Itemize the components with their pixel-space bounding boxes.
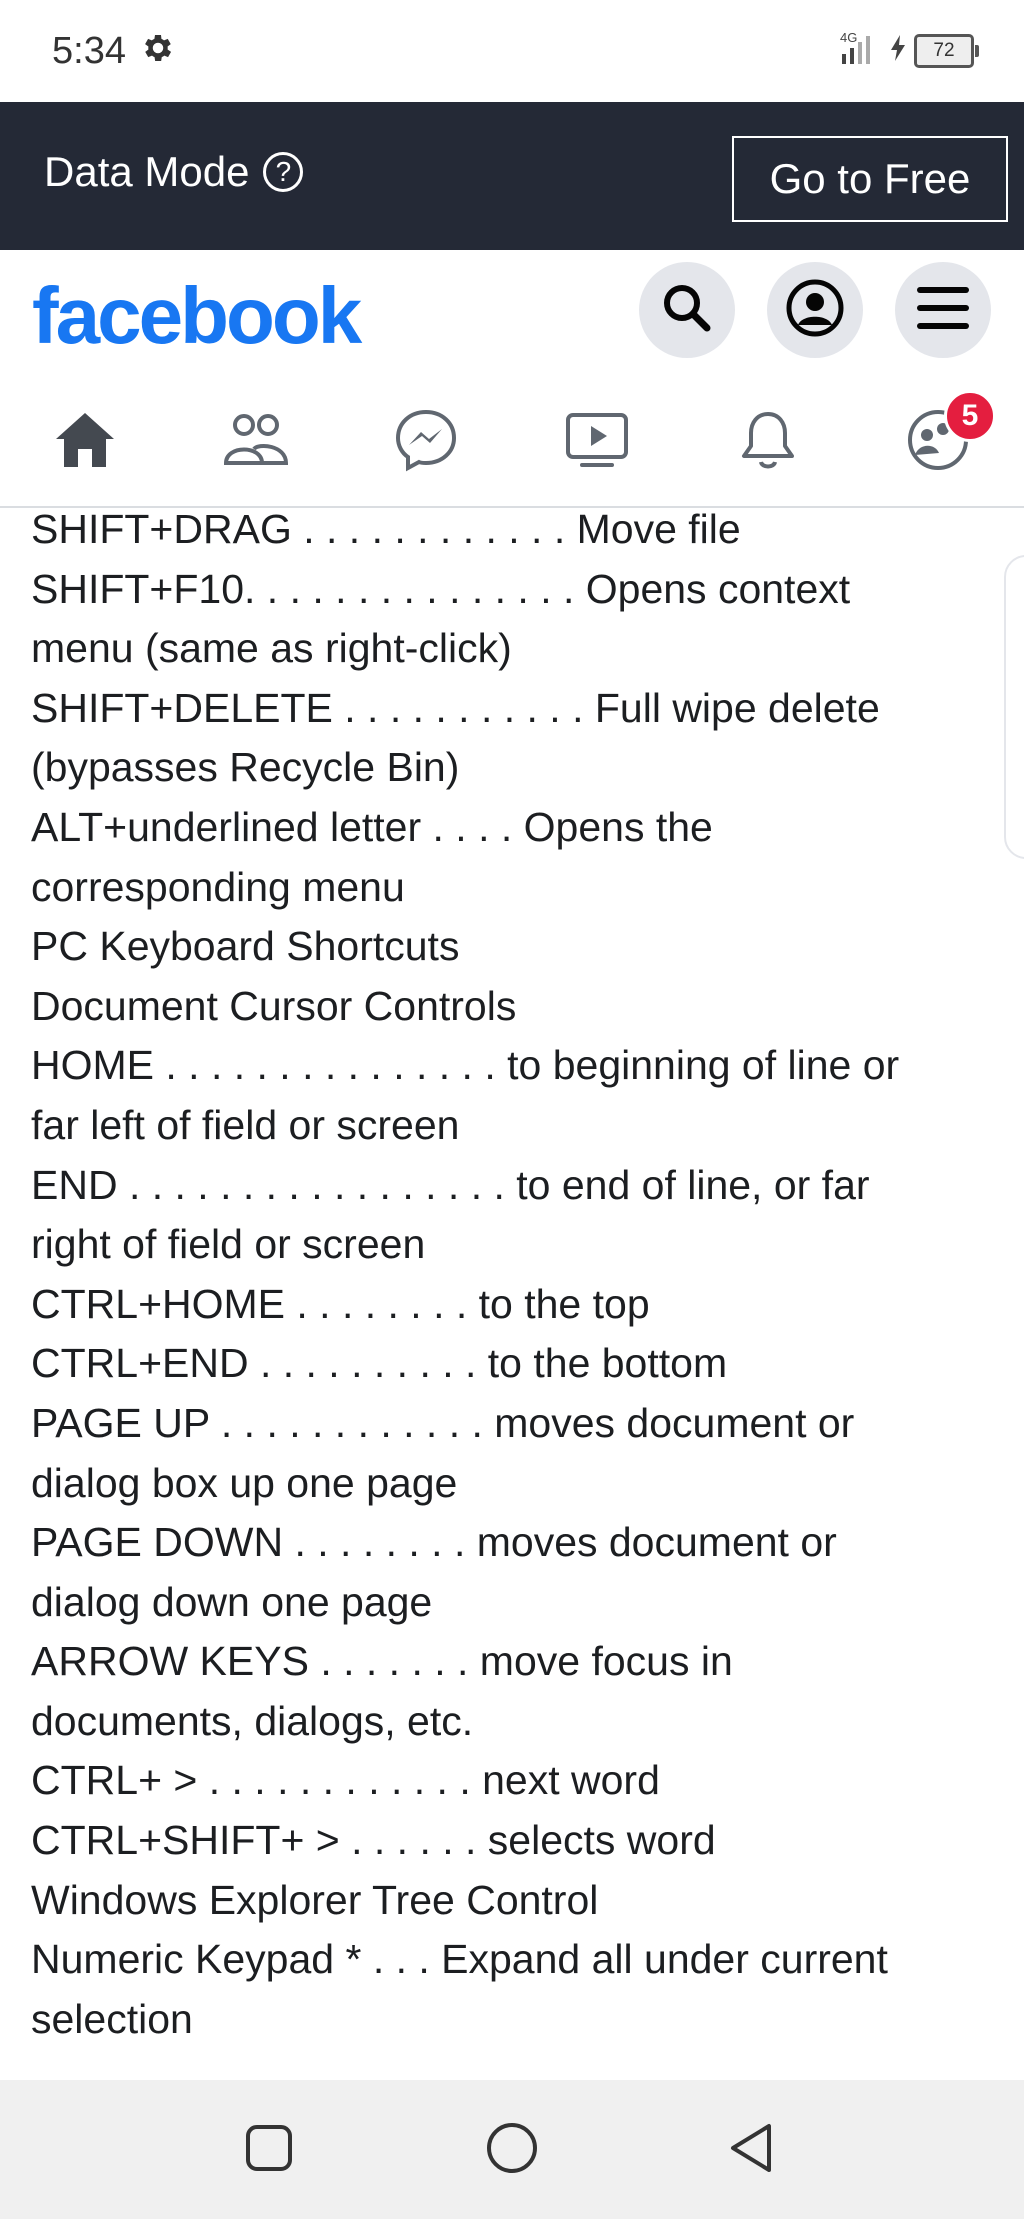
status-time: 5:34 xyxy=(52,30,126,72)
recents-icon xyxy=(244,2123,294,2178)
back-icon xyxy=(727,2121,777,2180)
post-line: CTRL+HOME . . . . . . . . to the top xyxy=(31,1280,650,1327)
post-line: Windows Explorer Tree Control xyxy=(31,1876,599,1923)
facebook-logo[interactable]: facebook xyxy=(32,271,360,360)
post-line: END . . . . . . . . . . . . . . . . . to end of line, or far xyxy=(31,1161,870,1208)
charging-icon xyxy=(888,33,908,68)
profile-icon xyxy=(785,278,845,343)
post-line: dialog box up one page xyxy=(31,1459,458,1506)
search-icon xyxy=(659,280,715,341)
post-line: far left of field or screen xyxy=(31,1101,460,1148)
tab-home[interactable] xyxy=(45,402,125,482)
watch-icon xyxy=(564,409,630,476)
tab-messenger[interactable] xyxy=(386,402,466,482)
notification-badge: 5 xyxy=(944,390,996,442)
profile-button[interactable] xyxy=(767,262,863,358)
home-icon xyxy=(52,409,118,476)
back-button[interactable] xyxy=(724,2122,780,2178)
post-text xyxy=(31,508,1011,2049)
post-line: PAGE DOWN . . . . . . . . moves document or xyxy=(31,1519,837,1566)
home-nav-button[interactable] xyxy=(484,2122,540,2178)
post-line: SHIFT+DRAG . . . . . . . . . . . . Move file xyxy=(31,508,741,552)
post-line: SHIFT+F10. . . . . . . . . . . . . . . Opens context xyxy=(31,565,851,612)
post-line: ALT+underlined letter . . . . Opens the xyxy=(31,803,713,850)
status-indicators xyxy=(838,28,974,73)
post-line: dialog down one page xyxy=(31,1578,433,1625)
data-mode-text: Data Mode xyxy=(44,148,250,195)
svg-text:4G: 4G xyxy=(840,30,858,45)
post-line: CTRL+END . . . . . . . . . . to the bottom xyxy=(31,1340,728,1387)
search-button[interactable] xyxy=(639,262,735,358)
recents-button[interactable] xyxy=(241,2122,297,2178)
help-icon[interactable]: ? xyxy=(263,152,303,192)
post-line: SHIFT+DELETE . . . . . . . . . . . Full wipe delete xyxy=(31,684,880,731)
post-line: PC Keyboard Shortcuts xyxy=(31,923,460,970)
battery-icon: 72 xyxy=(914,34,974,68)
post-line: documents, dialogs, etc. xyxy=(31,1697,474,1744)
post-line: ARROW KEYS . . . . . . . move focus in xyxy=(31,1638,733,1685)
post-line: menu (same as right-click) xyxy=(31,625,512,672)
signal-icon xyxy=(838,28,882,73)
status-bar xyxy=(0,0,1024,102)
system-nav-bar xyxy=(0,2080,1024,2219)
bell-icon xyxy=(737,408,799,477)
post-line: CTRL+SHIFT+ > . . . . . . selects word xyxy=(31,1817,716,1864)
post-line: CTRL+ > . . . . . . . . . . . . next word xyxy=(31,1757,660,1804)
data-mode-label[interactable] xyxy=(44,148,303,196)
facebook-header xyxy=(0,250,1024,372)
tab-notifications[interactable] xyxy=(728,402,808,482)
post-line: corresponding menu xyxy=(31,863,405,910)
post-line: PAGE UP . . . . . . . . . . . . moves document or xyxy=(31,1399,855,1446)
menu-button[interactable] xyxy=(895,262,991,358)
side-panel-handle[interactable] xyxy=(1004,555,1024,859)
menu-icon xyxy=(915,283,971,338)
post-line: Document Cursor Controls xyxy=(31,982,517,1029)
post-line: selection xyxy=(31,1995,193,2042)
home-circle-icon xyxy=(485,2121,539,2180)
friends-icon xyxy=(222,411,290,474)
go-to-free-button[interactable]: Go to Free xyxy=(732,136,1008,222)
post-line: right of field or screen xyxy=(31,1221,426,1268)
post-line: Numeric Keypad * . . . Expand all under current xyxy=(31,1936,888,1983)
data-mode-bar xyxy=(0,102,1024,250)
post-content xyxy=(0,508,1024,2080)
tab-watch[interactable] xyxy=(557,402,637,482)
tab-friends[interactable] xyxy=(216,402,296,482)
tab-bar xyxy=(0,372,1024,508)
messenger-icon xyxy=(393,407,459,478)
post-line: (bypasses Recycle Bin) xyxy=(31,744,460,791)
gear-icon xyxy=(140,30,176,71)
post-line: HOME . . . . . . . . . . . . . . . to beginning of line or xyxy=(31,1042,900,1089)
